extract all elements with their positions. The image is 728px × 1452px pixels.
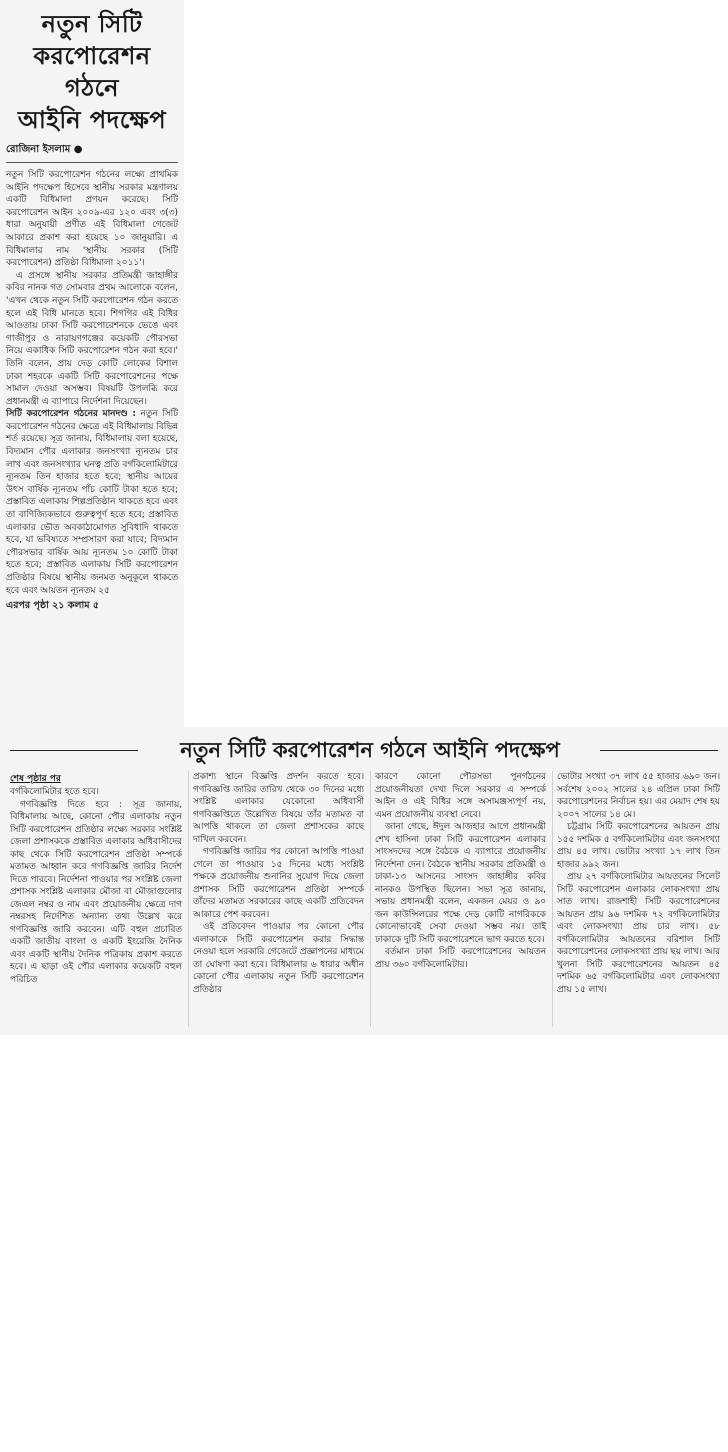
headline-line: নতুন সিটি bbox=[41, 10, 143, 38]
divider bbox=[10, 750, 138, 751]
subhead: সিটি করপোরেশন গঠনের মানদণ্ড : bbox=[6, 409, 136, 420]
jump-line: এরপর পৃষ্ঠা ২১ কলাম ৫ bbox=[6, 600, 100, 612]
divider bbox=[600, 750, 718, 751]
paragraph: চট্টগ্রাম সিটি করপোরেশনের আয়তন প্রায় ১৫৫ দশমিক ৫ বর্গকিলোমিটার এবং জনসংখ্যা প্রায় ৪৫ লাখ। ভোটার সংখ্যা ১৭ লাখ তিন হাজার ৯৯২ জন। bbox=[557, 822, 720, 870]
text-column bbox=[370, 771, 550, 1027]
paragraph-text: নতুন সিটি করপোরেশন গঠনের ক্ষেত্রে এই বিধিমালায় বিভিন্ন শর্ত রয়েছে। সূত্র জানায়, বিধিমালায় বলা হয়েছে, বিদ্যমান পৌর এলাকার জনসংখ্যা ন্যূনতম চার লাখ এবং জনসংখ্যার ঘনত্ব প্রতি বর্গকিলোমিটারে ন্যূনতম তিন হাজার হতে হবে; স্থানীয় আয়ের উৎস বার্ষিক ন্যূনতম পাঁচ কোটি টাকা হতে হবে; প্রস্তাবিত এলাকায় শিল্পপ্রতিষ্ঠান থাকতে হবে এবং তা বাণিজ্যিকভাবে গুরুত্বপূর্ণ হতে হবে; প্রস্তাবিত এলাকার ভৌত অবকাঠামোগত সুবিধাদি থাকতে হবে, যা ভবিষ্যতে সম্প্রসারণ করা যাবে; বিদ্যমান পৌরসভার বার্ষিক আয় ন্যূনতম ১০ কোটি টাকা হতে হবে; প্রস্তাবিত এলাকায় সিটি করপোরেশন প্রতিষ্ঠার বিষয়ে স্থানীয় জনমত অনুকূলে থাকতে হবে এবং আয়তন ন্যূনতম ২৫ bbox=[6, 409, 178, 596]
text-column bbox=[6, 771, 186, 1027]
text-column bbox=[552, 771, 724, 1027]
headline-line: আইনি পদক্ষেপ bbox=[17, 106, 167, 134]
paragraph: কারণে কোনো পৌরসভা পুনর্গঠনের প্রয়োজনীয়তা দেখা দিলে সরকার এ সম্পর্কে আইন ও এই বিধির সঙ্গে অসামঞ্জস্যপূর্ণ নয়, এমন প্রয়োজনীয় ব্যবস্থা নেবে। bbox=[375, 772, 546, 820]
subhead-paragraph bbox=[6, 408, 178, 597]
paragraph: বর্তমান ঢাকা সিটি করপোরেশনের আয়তন প্রায় ৩৬০ বর্গকিলোমিটার। bbox=[375, 947, 546, 970]
continued-label: শেষ পৃষ্ঠার পর bbox=[10, 774, 61, 784]
continued-headline: নতুন সিটি করপোরেশন গঠনে আইনি পদক্ষেপ bbox=[180, 738, 560, 762]
text-column bbox=[188, 771, 368, 1027]
paragraph: ওই প্রতিবেদন পাওয়ার পর কোনো পৌর এলাকাকে সিটি করপোরেশন করার সিদ্ধান্ত নেওয়া হলে সরকারি গেজেটে প্রজ্ঞাপনের মাধ্যমে তা ঘোষণা করা হবে। বিধিমালার ৬ ধারার অধীন কোনো পৌর এলাকায় নতুন সিটি করপোরেশন প্রতিষ্ঠার bbox=[193, 922, 364, 995]
paragraph: ভোটার সংখ্যা ৩৭ লাখ ৫৫ হাজার ৬৯০ জন। সর্বশেষ ২০০২ সালের ২৪ এপ্রিল ঢাকা সিটি করপোরেশনের নির্বাচন হয়। এর মেয়াদ শেষ হয় ২০০৭ সালের ১৪ মে। bbox=[557, 772, 720, 820]
article-clipping-continued bbox=[0, 727, 728, 1035]
paragraph: নতুন সিটি করপোরেশন গঠনের লক্ষ্যে প্রাথমিক আইনি পদক্ষেপ হিসেবে স্থানীয় সরকার মন্ত্রণালয় একটি বিধিমালা প্রণয়ন করেছে। সিটি করপোরেশন আইন ২০০৯-এর ১২০ এবং ৩(৩) ধারা অনুযায়ী প্রণীত এই বিধিমালা গেজেট আকারে প্রকাশ করা হয়েছে ১০ জানুয়ারি। এ বিধিমালার নাম 'স্থানীয় সরকার (সিটি করপোরেশন) প্রতিষ্ঠা বিধিমালা ২০১১'। bbox=[6, 170, 178, 269]
headline bbox=[6, 8, 178, 136]
paragraph: বর্গকিলোমিটার হতে হবে। bbox=[10, 787, 99, 797]
paragraph: প্রকাশ্য স্থানে বিজ্ঞপ্তি প্রদর্শন করতে হবে। গণবিজ্ঞপ্তি জারির তারিখ থেকে ৩০ দিনের মধ্যে সংশ্লিষ্ট এলাকার যেকোনো অধিবাসী গণবিজ্ঞপ্তিতে উল্লেখিত বিষয়ে তাঁর মতামত বা আপত্তি থাকলে তা জেলা প্রশাসকের কাছে দাখিল করবেন। bbox=[193, 772, 364, 845]
paragraph: জানা গেছে, ঈদুল আজহার আগে প্রধানমন্ত্রী শেখ হাসিনা ঢাকা সিটি করপোরেশন এলাকার সাংসদদের সঙ্গে বৈঠকে এ ব্যাপারে প্রয়োজনীয় নির্দেশনা দেন। বৈঠকে স্থানীয় সরকার প্রতিমন্ত্রী ও ঢাকা-১৩ আসনের সাংসদ জাহাঙ্গীর কবির নানকও উপস্থিত ছিলেন। সভা সূত্র জানায়, সভায় প্রধানমন্ত্রী বলেন, একজন মেয়র ও ৯০ জন কাউন্সিলরের পক্ষে দেড় কোটি নাগরিককে কোনোভাবেই সেবা দেওয়া সম্ভব নয়। তাই ঢাকাকে দুটি সিটি করপোরেশনে ভাগ করতে হবে। bbox=[375, 822, 546, 945]
headline-line: করপোরেশন গঠনে bbox=[33, 42, 151, 102]
paragraph: গণবিজ্ঞপ্তি দিতে হবে : সূত্র জানায়, বিধিমালায় আছে, কোনো পৌর এলাকায় নতুন সিটি করপোরেশন প্রতিষ্ঠার লক্ষ্যে সরকার সংশ্লিষ্ট জেলা প্রশাসককে প্রস্তাবিত এলাকার অধিবাসীদের কাছ থেকে সিটি করপোরেশন প্রতিষ্ঠা সম্পর্কে মতামত আহ্বান করে গণবিজ্ঞপ্তি জারির নির্দেশ দিতে পারবে। নির্দেশনা পাওয়ার পর সংশ্লিষ্ট জেলা প্রশাসক সংশ্লিষ্ট এলাকার মৌজা বা মৌজাগুলোর জেএল নম্বর ও নাম এবং প্রয়োজনীয় ক্ষেত্রে দাগ নম্বরসহ নির্দেশিত অন্যান্য তথ্য উল্লেখ করে গণবিজ্ঞপ্তি জারি করবেন। এটি বহুল প্রচারিত একটি জাতীয় বাংলা ও একটি ইংরেজি দৈনিক এবং একটি স্থানীয় দৈনিক পত্রিকায় প্রকাশ করতে হবে। এ ছাড়া ওই পৌর এলাকার কয়েকটি বহুল পরিচিত bbox=[10, 799, 182, 985]
byline: রোজিনা ইসলাম ● bbox=[6, 142, 178, 163]
paragraph: প্রায় ২৭ বর্গকিলোমিটার আয়তনের সিলেট সিটি করপোরেশন এলাকার লোকসংখ্যা প্রায় সাত লাখ। রাজশাহী সিটি করপোরেশনের আয়তন প্রায় ৯৬ দশমিক ৭২ বর্গকিলোমিটার এবং লোকসংখ্যা প্রায় চার লাখ। ৫৮ বর্গকিলোমিটার আয়তনের বরিশাল সিটি করপোরেশনের লোকসংখ্যা প্রায় ছয় লাখ। আর খুলনা সিটি করপোরেশনের আয়তন ৪৫ দশমিক ৬৫ বর্গকিলোমিটার এবং লোকসংখ্যা প্রায় ১৫ লাখ। bbox=[557, 872, 720, 995]
paragraph: এ প্রসঙ্গে স্থানীয় সরকার প্রতিমন্ত্রী জাহাঙ্গীর কবির নানক গত সোমবার প্রথম আলোকে বলেন, 'এখন থেকে নতুন সিটি করপোরেশন গঠন করতে হলে এই বিধি মানতে হবে। শিগগির এই বিধির আওতায় ঢাকা সিটি করপোরেশনকে ভেঙে এবং গাজীপুর ও নারায়ণগঞ্জের কয়েকটি পৌরসভা নিয়ে একাধিক সিটি করপোরেশন গঠন করা হবে।' তিনি বলেন, প্রায় দেড় কোটি লোকের বিশাল ঢাকা শহরকে একটি সিটি করপোরেশনের পক্ষে সামাল দেওয়া অসম্ভব। বিষয়টি উপলব্ধি করে প্রধানমন্ত্রী এ ব্যাপারে নির্দেশনা দিয়েছেন। bbox=[6, 270, 178, 407]
continued-banner bbox=[0, 733, 728, 767]
article-clipping-top bbox=[0, 0, 184, 728]
paragraph: গণবিজ্ঞপ্তি জারির পর কোনো আপত্তি পাওয়া গেলে তা পাওয়ার ১৫ দিনের মধ্যে সংশ্লিষ্ট পক্ষকে প্রয়োজনীয় শুনানির সুযোগ দিয়ে জেলা প্রশাসক সিটি করপোরেশন প্রতিষ্ঠা সম্পর্কে তাঁদের মতামত সরকারের কাছে একটি প্রতিবেদন আকারে পেশ করবেন। bbox=[193, 847, 364, 920]
